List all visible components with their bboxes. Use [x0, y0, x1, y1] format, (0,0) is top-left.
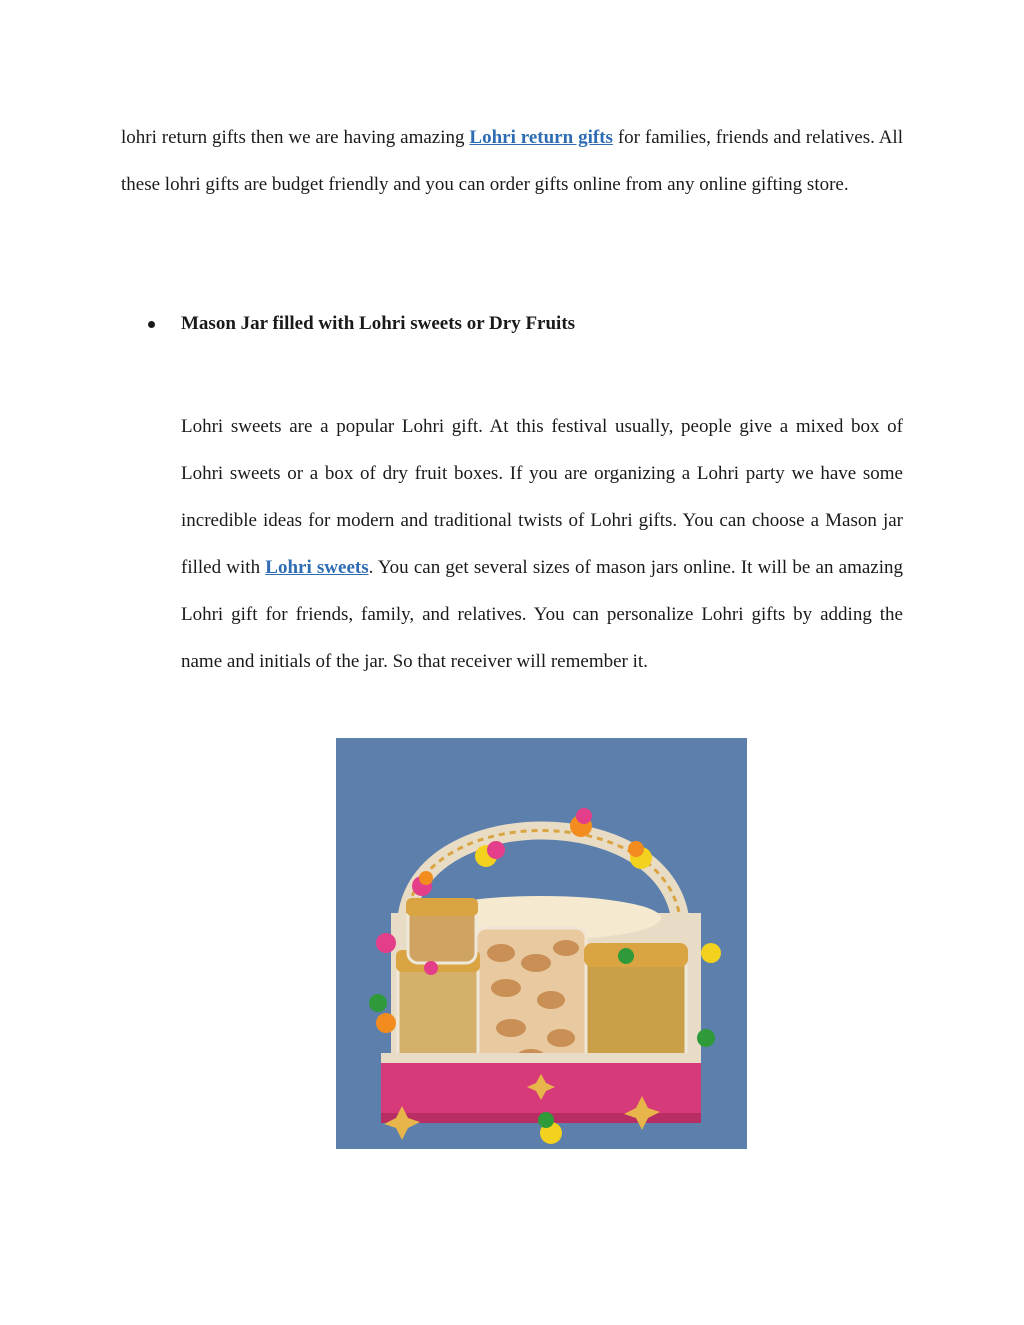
- bullet-item: [148, 306, 575, 342]
- gift-basket-photo: [336, 738, 747, 1149]
- lohri-return-gifts-link[interactable]: Lohri return gifts: [469, 127, 613, 148]
- section-heading: Mason Jar filled with Lohri sweets or Dry Fruits: [181, 313, 576, 334]
- section-paragraph: [181, 403, 903, 685]
- bullet-icon: [148, 321, 155, 328]
- intro-text-before: lohri return gifts then we are having amazing: [121, 127, 470, 148]
- intro-paragraph: [121, 114, 903, 208]
- gift-basket-illustration: [336, 738, 747, 1149]
- lohri-sweets-link[interactable]: Lohri sweets: [265, 557, 369, 578]
- section-text-before: Lohri sweets are a popular Lohri gift. At this festival usually, people give a mixed box of Lohri sweets or a box of dry fruit boxes. If you are organizing a Lohri party we have some incredible ideas for modern and traditional twists of Lohri gifts. You can choose a Mason jar filled with: [181, 416, 903, 578]
- section-text-after: . You can get several sizes of mason jars online. It will be an amazing Lohri gift for friends, family, and relatives. You can personalize Lohri gifts by adding the name and initials of the jar. So that receiver will remember it.: [181, 557, 903, 672]
- intro-text-after: for families, friends and relatives. All these lohri gifts are budget friendly and you can order gifts online from any online gifting store.: [121, 127, 903, 195]
